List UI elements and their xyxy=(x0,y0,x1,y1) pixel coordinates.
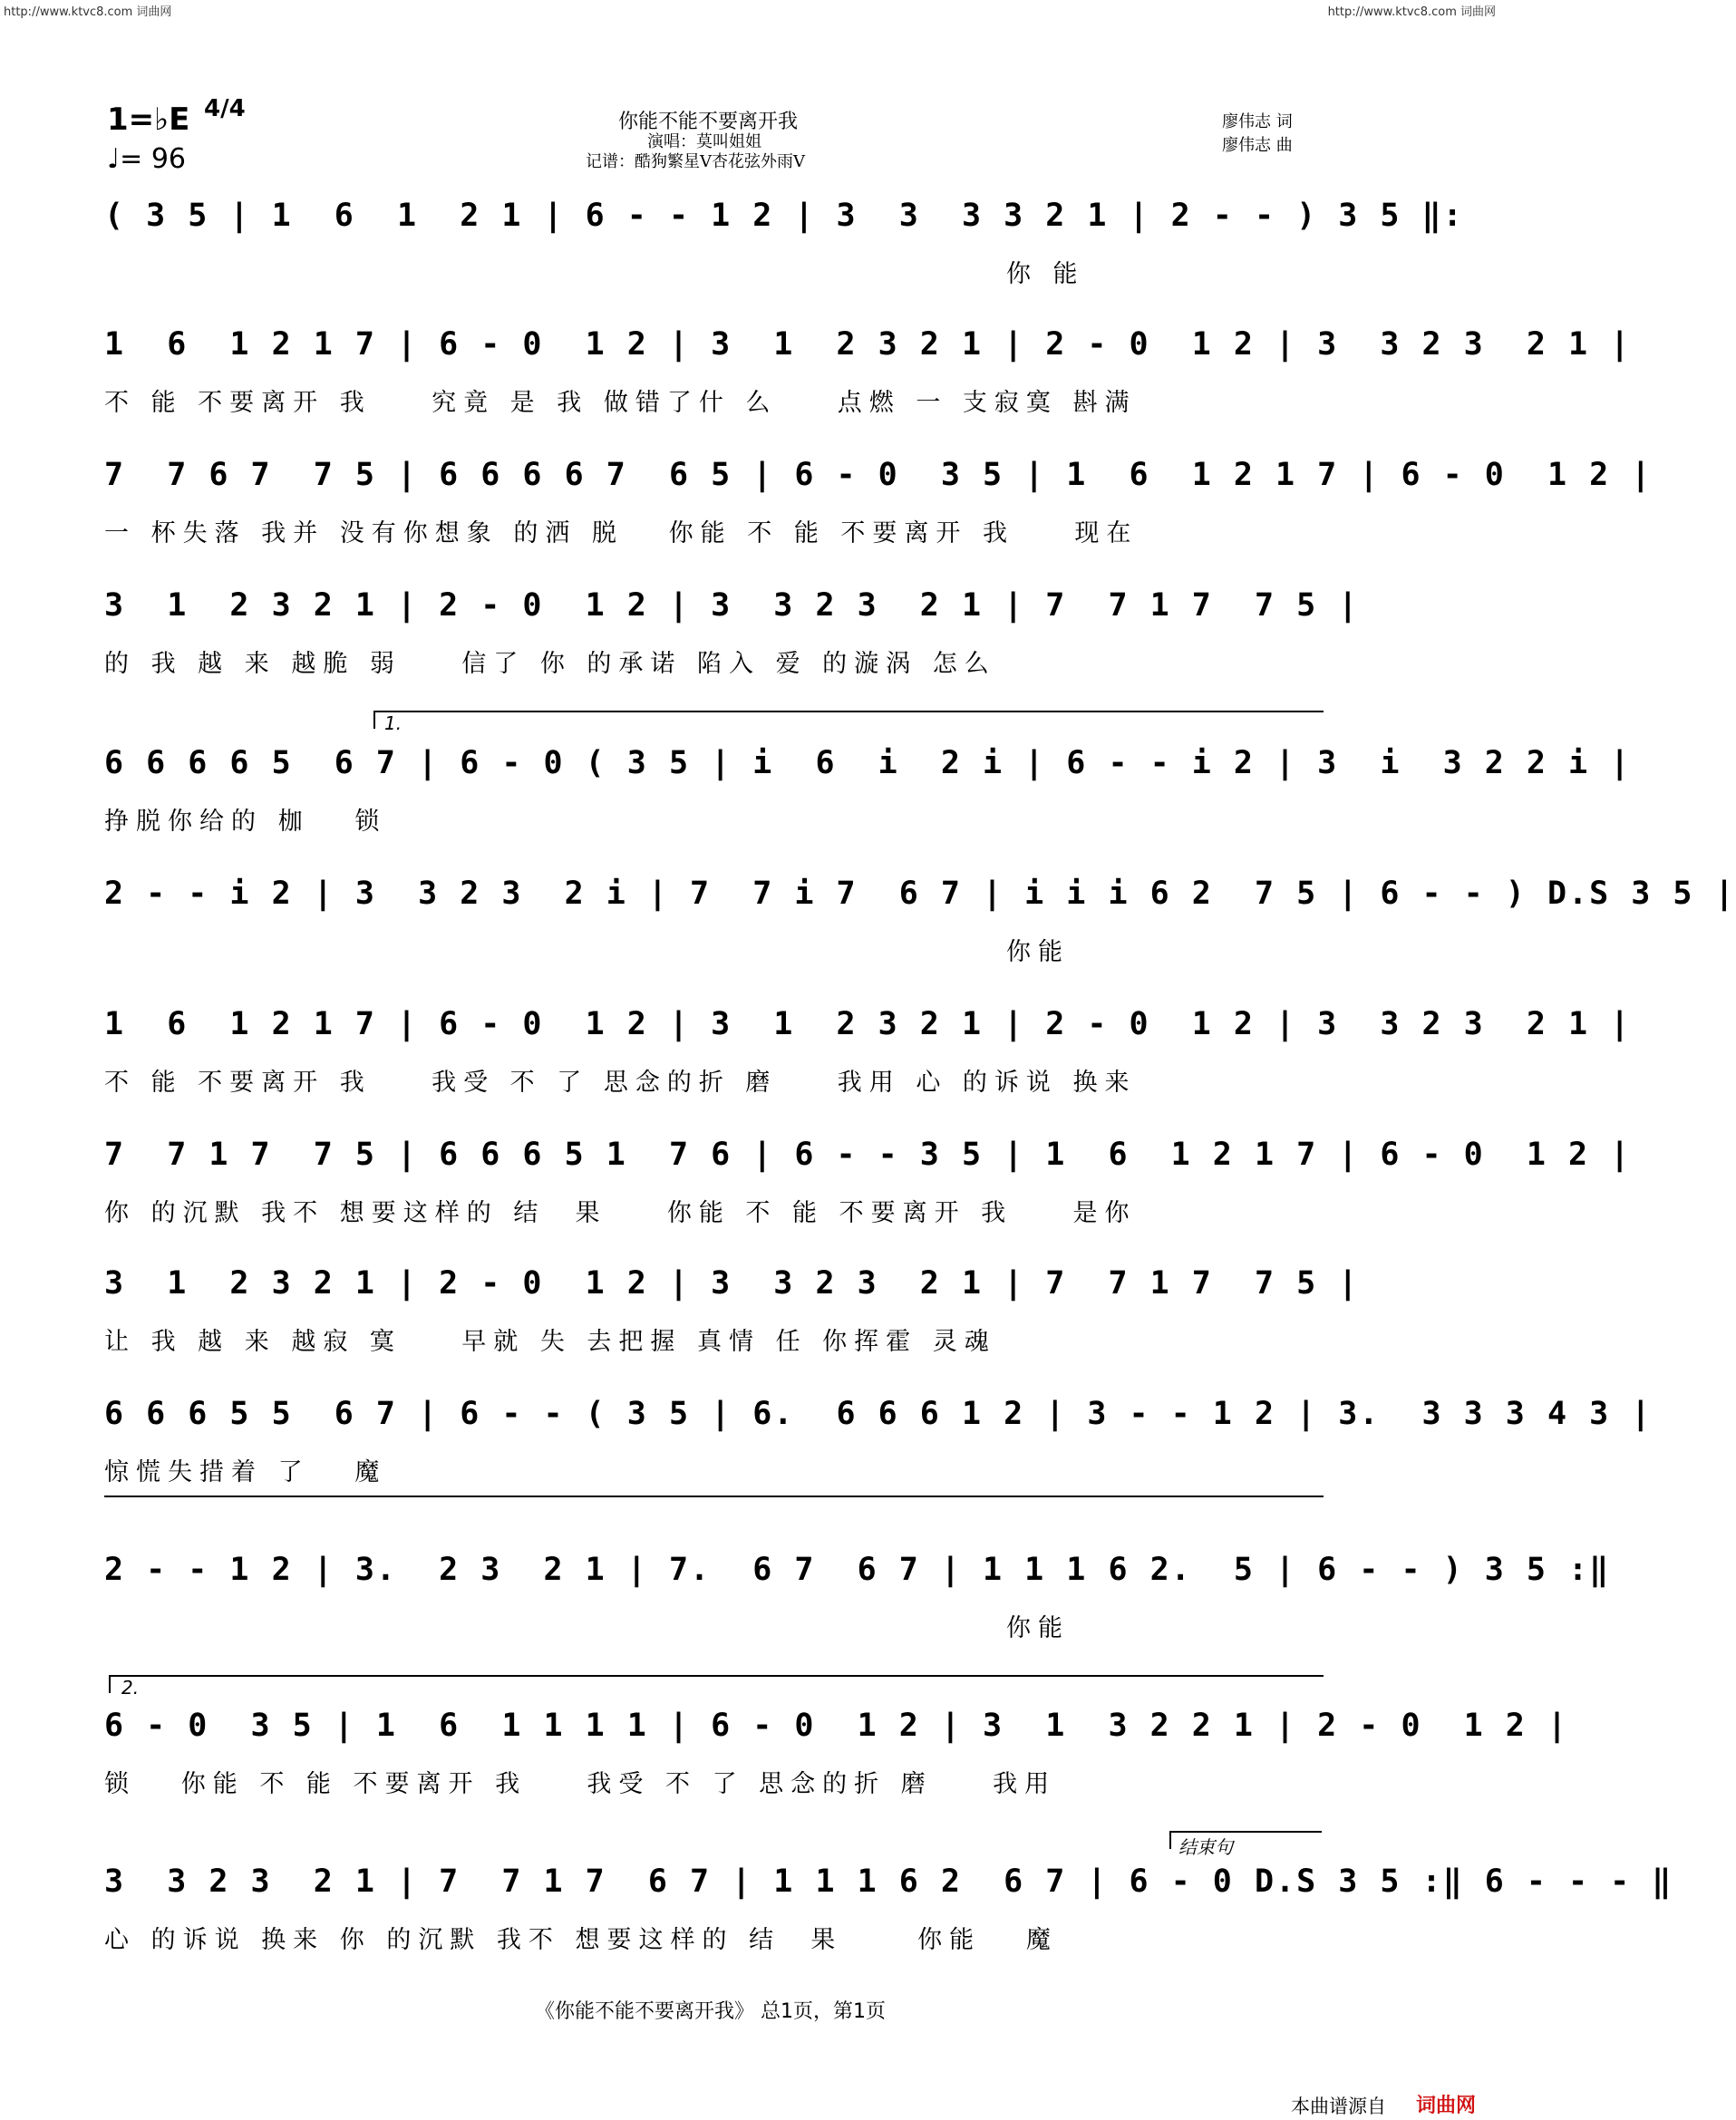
volta-bracket-2 xyxy=(109,1675,1324,1693)
volta-bracket-1 xyxy=(373,711,1324,729)
score-line-3 xyxy=(104,457,1653,548)
lyric-line: 让 我 越 来 越寂 寞 早就 失 去把握 真情 任 你挥霍 灵魂 xyxy=(104,1328,996,1356)
score-line-13 xyxy=(104,1863,1673,1955)
transcriber-credit: 记谱：酷狗繁星V杏花弦外雨V xyxy=(586,152,805,171)
notation-line: 7 7 6 7 7 5 | 6 6 6 6 7 6 5 | 6 - 0 3 5 | 1 6 1 2 1 7 | 6 - 0 1 2 | xyxy=(104,457,1653,493)
lyric-line: 你 的沉默 我不 想要这样的 结 果 你能 不 能 不要离开 我 是你 xyxy=(104,1199,1137,1227)
source-label: 本曲谱源自 xyxy=(1291,2096,1386,2117)
lyric-line: 不 能 不要离开 我 我受 不 了 思念的折 磨 我用 心 的诉说 换来 xyxy=(104,1069,1137,1097)
page-info: 《你能不能不要离开我》 总1页，第1页 xyxy=(535,2000,886,2023)
lyric-line: 一 杯失落 我并 没有你想象 的洒 脱 你能 不 能 不要离开 我 现在 xyxy=(104,519,1139,547)
site-url-right: http://www.ktvc8.com 词曲网 xyxy=(1327,5,1496,19)
notation-line: 2 - - 1 2 | 3. 2 3 2 1 | 7. 6 7 6 7 | 1 1 1 6 2. 5 | 6 - - ) 3 5 :‖ xyxy=(104,1552,1611,1588)
score-line-6 xyxy=(104,876,1736,967)
notation-line: 7 7 1 7 7 5 | 6 6 6 5 1 7 6 | 6 - - 3 5 | 1 6 1 2 1 7 | 6 - 0 1 2 | xyxy=(104,1137,1632,1173)
notation-line: 6 6 6 6 5 6 7 | 6 - 0 ( 3 5 | i 6 i 2 i | 6 - - i 2 | 3 i 3 2 2 i | xyxy=(104,745,1632,781)
score-line-12 xyxy=(104,1708,1569,1799)
lyric-line: 你 能 xyxy=(104,260,1085,288)
score-line-2 xyxy=(104,326,1632,418)
notation-line: ( 3 5 | 1 6 1 2 1 | 6 - - 1 2 | 3 3 3 3 2 1 | 2 - - ) 3 5 ‖: xyxy=(104,198,1464,234)
score-line-1 xyxy=(104,198,1464,289)
score-line-11 xyxy=(104,1552,1611,1643)
score-line-9 xyxy=(104,1265,1360,1357)
score-line-4 xyxy=(104,587,1360,679)
notation-line: 3 1 2 3 2 1 | 2 - 0 1 2 | 3 3 2 3 2 1 | 7 7 1 7 7 5 | xyxy=(104,587,1360,624)
notation-line: 3 3 2 3 2 1 | 7 7 1 7 6 7 | 1 1 1 6 2 6 7 | 6 - 0 D.S 3 5 :‖ 6 - - - ‖ xyxy=(104,1863,1673,1900)
volta-label-2: 2. xyxy=(121,1677,140,1699)
score-line-10 xyxy=(104,1396,1653,1487)
composer-credit: 廖伟志 曲 xyxy=(1222,136,1293,155)
notation-line: 6 - 0 3 5 | 1 6 1 1 1 1 | 6 - 0 1 2 | 3 1 3 2 2 1 | 2 - 0 1 2 | xyxy=(104,1708,1569,1744)
lyric-line: 锁 你能 不 能 不要离开 我 我受 不 了 思念的折 磨 我用 xyxy=(104,1770,1057,1798)
time-signature-text: 4/4 xyxy=(204,95,246,122)
score-line-7 xyxy=(104,1006,1632,1098)
singer-credit: 演唱：莫叫姐姐 xyxy=(647,132,761,151)
notation-line: 6 6 6 5 5 6 7 | 6 - - ( 3 5 | 6. 6 6 6 1 2 | 3 - - 1 2 | 3. 3 3 3 4 3 | xyxy=(104,1396,1653,1432)
score-line-8 xyxy=(104,1137,1632,1228)
tempo-mark: ♩= 96 xyxy=(107,143,186,175)
volta-label-1: 1. xyxy=(384,712,402,734)
lyric-line: 你能 xyxy=(104,1614,1070,1642)
key-signature: 1=♭E xyxy=(107,102,190,138)
coda-label: 结束句 xyxy=(1178,1836,1233,1858)
lyric-line: 的 我 越 来 越脆 弱 信了 你 的承诺 陷入 爱 的漩涡 怎么 xyxy=(104,650,996,678)
lyric-line: 不 能 不要离开 我 究竟 是 我 做错了什 么 点燃 一 支寂寞 斟满 xyxy=(104,389,1137,417)
notation-line: 2 - - i 2 | 3 3 2 3 2 i | 7 7 i 7 6 7 | i i i 6 2 7 5 | 6 - - ) D.S 3 5 | xyxy=(104,876,1736,912)
song-title: 你能不能不要离开我 xyxy=(618,111,799,133)
notation-line: 3 1 2 3 2 1 | 2 - 0 1 2 | 3 3 2 3 2 1 | 7 7 1 7 7 5 | xyxy=(104,1265,1360,1302)
lyric-line: 心 的诉说 换来 你 的沉默 我不 想要这样的 结 果 你能 魔 xyxy=(104,1926,1058,1954)
lyric-line: 挣脱你给的 枷 锁 xyxy=(104,808,387,836)
lyric-line: 你能 xyxy=(104,938,1070,966)
score-line-5 xyxy=(104,745,1632,837)
brand-logo: 词曲网 xyxy=(1416,2095,1477,2117)
section-divider xyxy=(104,1496,1324,1497)
lyric-line: 惊慌失措着 了 魔 xyxy=(104,1458,387,1486)
lyricist-credit: 廖伟志 词 xyxy=(1222,112,1293,131)
time-signature xyxy=(204,95,246,122)
notation-line: 1 6 1 2 1 7 | 6 - 0 1 2 | 3 1 2 3 2 1 | 2 - 0 1 2 | 3 3 2 3 2 1 | xyxy=(104,1006,1632,1042)
notation-line: 1 6 1 2 1 7 | 6 - 0 1 2 | 3 1 2 3 2 1 | 2 - 0 1 2 | 3 3 2 3 2 1 | xyxy=(104,326,1632,363)
site-url-left: http://www.ktvc8.com 词曲网 xyxy=(4,5,172,19)
